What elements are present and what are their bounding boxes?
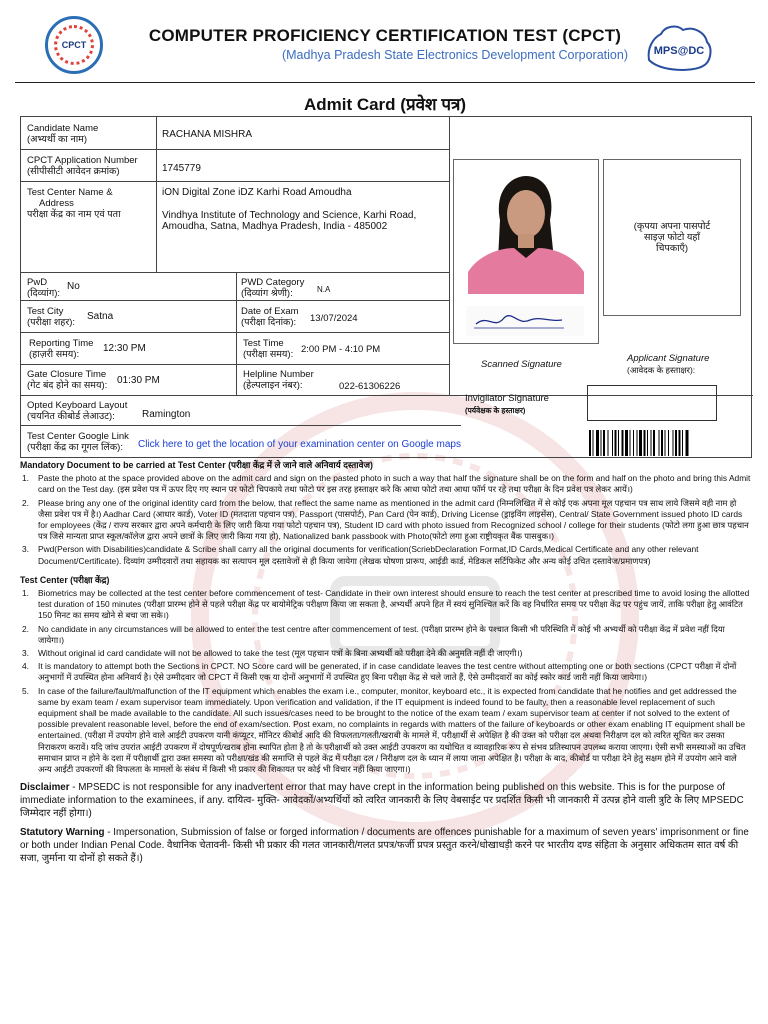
test-center-list: [20, 588, 752, 775]
pwd-category-label: PWD Category: [241, 277, 305, 288]
invigilator-signature-label-hi: (पर्यवेक्षक के हस्ताक्षर): [465, 406, 526, 415]
mandatory-documents-heading: Mandatory Document to be carried at Test Center (परीक्षा केंद्र में ले जाने वाले अनिवार्य दस्तावेज): [20, 460, 373, 470]
barcode-bar: [675, 430, 677, 456]
cpct-logo: [45, 16, 103, 74]
reporting-time-label: Reporting Time: [29, 338, 94, 349]
barcode-bar: [589, 430, 591, 456]
barcode-bar: [659, 430, 660, 456]
barcode-bar: [686, 430, 689, 456]
paste-photo-text-1: (कृपया अपना पासपोर्ट: [633, 221, 711, 232]
test-city-label-hi: (परीक्षा शहर):: [27, 317, 76, 328]
barcode-bar: [673, 430, 674, 456]
admit-card-title: Admit Card (प्रवेश पत्र): [303, 95, 467, 114]
map-link-label-hi: (परीक्षा केंद्र का गूगल लिंक):: [27, 442, 123, 453]
barcode-bar: [625, 430, 628, 456]
candidate-info-table: [20, 116, 752, 458]
mpsedc-logo-text: MPS@DC: [653, 45, 705, 57]
disclaimer-text: - MPSEDC is not responsible for any inadvertent error that may have crept in the information being published on this website. This is for the purpose of immediate information to the examinees, if any. दायित्व- मुक्ति- आवेदकों/अभ्यर्थियों को त्वरित जानकारी के लिए वेबसाईट पर प्रदर्शित किसी भी जानकारी में उत्पन्न होने वाली त्रुटि के लिए MPSEDC जिम्मेदार नहीं होगा।): [20, 782, 744, 820]
paste-photo-text-3: चिपकाएँ): [655, 243, 689, 254]
list-item: 4. It is mandatory to attempt both the Sections in CPCT. NO Score card will be generated, if in case candidate leaves the test centre without attempting one or both sections (CPCT परीक्षा में दोनों अनुभागों में उपस्थित होना अनिवार्य है। ऐसे उम्मीदवार जो CPCT में किसी एक या दोनों अनुभागों में उपस्थित हुए बिना परीक्षा केंद्र से चले जाते हैं, ऐसे उम्मीदवारों का कोई स्कोर कार्ड जारी नहीं किया जायेगा।): [22, 661, 737, 683]
test-center-label: Test Center Name &: [27, 187, 113, 198]
pwd-category-label-hi: (दिव्यांग श्रेणी):: [241, 288, 293, 299]
test-center-label-2: Address: [39, 198, 74, 209]
pwd-category-value: N.A: [317, 285, 331, 294]
page-title: COMPUTER PROFICIENCY CERTIFICATION TEST (CPCT): [148, 26, 622, 45]
barcode-bar: [596, 430, 599, 456]
statutory-warning-text: - Impersonation, Submission of false or forged information / documents are offences punishable for a maximum of seven years' imprisonment or fine or both under Indian Penal Code. वैधानिक चेतावनी- किसी भी प्रकार की गलत जानकारी/गलत प्रपत्र/फर्जी प्रपत्र प्रस्तुत करने/धोखाधड़ी करने पर भारतीय दण्ड संहिता के अनुसार अधिकतम सात वर्ष की सजा, जुर्माना या दोनों हो सकते हैं।): [20, 827, 749, 865]
test-time-label-hi: (परीक्षा समय):: [243, 349, 294, 360]
barcode-bar: [633, 430, 634, 456]
center-item-3: Without original id card candidate will not be allowed to take the test (मूल पहचान पत्रों के बिना अभ्यर्थी को परीक्षा देने की अनुमति नहीं दी जाएगी।): [38, 648, 523, 659]
list-item: 1. Paste the photo at the space provided above on the admit card and sign on the pasted photo in such a way that half the signature shall be on the form and half on the photo and bring this Admit card on the Test day. (इस प्रवेश पत्र में ऊपर दिए गए स्थान पर फोटो चिपकाये तथा फोटो पर इस तरह हस्ताक्षर करे कि आधा फोटो तथा आधा फॉर्म पर रहे तथा परीक्षा के दिन प्रवेश पत्र लेकर आयें।): [22, 473, 751, 495]
barcode-bar: [651, 430, 652, 456]
statutory-warning: [20, 826, 752, 865]
center-item-2: No candidate in any circumstances will be allowed to enter the test centre after commencement of test. (परीक्षा प्रारम्भ होने के पश्चात किसी भी परिस्थिति में कोई भी अभ्यर्थी को परीक्षा केंद्र में प्रवेश नहीं दिया जायेगा।): [38, 623, 725, 645]
paste-photo-box: [603, 159, 741, 316]
mandatory-item-3: Pwd(Person with Disabilities)candidate & Scribe shall carry all the original documents for verification(ScriebDeclaration Format,ID Cards,Medical Certificate and any other relevant Document/Certificate). दिव्यांग उम्मीदवारों तथा सहायक का सत्यापन मूल दस्तावेजों से ही किया जायेगा (लेखक घोषणा प्रारूप, आईडी कार्ड, मेडिकल सर्टिफिकेट और अन्य कोई उचित दस्तावेज/प्रमाणपत्र): [38, 544, 699, 566]
paste-photo-text-2: साइज़ फोटो यहाँ: [644, 232, 700, 243]
barcode-bar: [668, 430, 669, 456]
exam-date-label: Date of Exam: [241, 306, 299, 317]
instructions-section: [20, 460, 752, 865]
mandatory-documents-list: [20, 473, 752, 567]
barcode-bar: [612, 430, 613, 456]
test-center-address-line2: Amoudha, Satna, Madhya Pradesh, India - 485002: [162, 221, 388, 232]
test-center-heading: Test Center (परीक्षा केंद्र): [20, 574, 110, 585]
barcode-bar: [653, 430, 655, 456]
keyboard-layout-label-hi: (चयनित कीबोर्ड लेआउट):: [27, 411, 115, 422]
gate-closure-time: 01:30 PM: [117, 375, 160, 386]
invigilator-signature-box: [587, 385, 717, 421]
barcode-bar: [622, 430, 624, 456]
center-item-5: In case of the failure/fault/malfunction of the IT equipment which enables the exam i.e., computer, monitor, keyboard etc., it is expected from candidate that he notifies and get addressed the same by exam team / exam supervisor team immediately. Upon verification and validation, if the IT equipment is indeed found to be faulty, then a reasonable level replacement of such equipment shall be made available to the candidate. All such issues/cases need to be brought to the notice of the exam team / exam supervisor team at center if not solved to the extent of possible prevalent reasonable level, before the end of exam/section. Post exam, no complaints in regards with matters of the failure of keyboards or other exam enabling IT equipment shall be entertained. (परीक्षा में उपयोग होने वाले आईटी उपकरण यानी कंप्यूटर, मॉनिटर कीबोर्ड आदि की विफलता/गलती/खराबी के मामले में, परीक्षार्थी से अपेक्षित है की उक्त को परीक्षा दल अथवा निरीक्षण दल को त्वरित सूचित कर उसका निराकरण करावें। यदि जांच उपरांत आईटी उपकरण में दोषपूर्ण/खराब होना स्थापित होता है तो के परीक्षार्थी को उक्त आईटी उपकरण का यथोचित व व्यावहारिक रूप से संभव प्रतिस्थापन उपलब्ध कराया जाएगा। ऐसी सभी समस्याओं का उचित समाधान प्राप्त न होने के दशा में परीक्षार्थी द्वारा उक्त समस्या को परीक्षा/खंड की समाप्ति से पहले केंद्र में परीक्षा दल / निरीक्षण दल के ध्यान में लाया जाना अपेक्षित है। परीक्षा के बाद, कीबोर्ड या परीक्षा देने हेतु सक्षम होने में उपयोग आने वाले अन्य आईटी उपकरणों की विफलता के मामलों के संबंध में किसी भी प्रकार की शिकायत पर कोई भी विचार नहीं किया जाएगा।): [38, 685, 746, 775]
keyboard-layout-label: Opted Keyboard Layout: [27, 400, 128, 411]
application-number: 1745779: [162, 163, 201, 174]
test-time-label: Test Time: [243, 338, 284, 349]
list-item: 5. In case of the failure/fault/malfunction of the IT equipment which enables the exam i.e., computer, monitor, keyboard etc., it is expected from candidate that he notifies and get addressed the same by exam team / exam supervisor team immediately. Upon verification and validation, if the IT equipment is indeed found to be faulty, then a reasonable level replacement of such equipment shall be made available to the candidate. All such issues/cases need to be brought to the notice of the exam team / exam supervisor team at center if not solved to the extent of possible prevalent reasonable level, before the end of exam/section. Post exam, no complaints in regards with matters of the failure of keyboards or other exam enabling IT equipment shall be entertained. (परीक्षा में उपयोग होने वाले आईटी उपकरण यानी कंप्यूटर, मॉनिटर कीबोर्ड आदि की विफलता/गलती/खराबी के मामले में, परीक्षार्थी से अपेक्षित है की उक्त को परीक्षा दल अथवा निरीक्षण दल को त्वरित सूचित कर उसका निराकरण करावें। यदि जांच उपरांत आईटी उपकरण में दोषपूर्ण/खराब होना स्थापित होता है तो के परीक्षार्थी को उक्त आईटी उपकरण का यथोचित व व्यावहारिक रूप से संभव प्रतिस्थापन उपलब्ध कराया जाएगा। ऐसी सभी समस्याओं का उचित समाधान प्राप्त न होने के दशा में परीक्षार्थी द्वारा उक्त समस्या को परीक्षा/खंड की समाप्ति से पहले केंद्र में परीक्षा दल / निरीक्षण दल के ध्यान में लाया जाना अपेक्षित है। परीक्षा के बाद, कीबोर्ड या परीक्षा देने हेतु सक्षम होने में उपयोग आने वाले अन्य आईटी उपकरणों की विफलता के मामलों के संबंध में किसी भी प्रकार की शिकायत पर कोई भी विचार नहीं किया जाएगा।): [22, 685, 746, 775]
pwd-value: No: [67, 281, 80, 292]
disclaimer-label: Disclaimer: [20, 782, 70, 794]
gate-closure-label-hi: (गेट बंद होने का समय):: [27, 380, 108, 391]
candidate-photo-frame: [453, 159, 599, 344]
list-item: 2. Please bring any one of the original identity card from the below, that reflect the same name as mentioned in the admit card (निम्नलिखित में से कोई एक अपना मूल पहचान पत्र साथ लाये जिसमे वही नाम हो जैसा प्रवेश पत्र में है।) Aadhar Card (आधार कार्ड), Voter ID (मतदाता पहचान पत्र), Passport (पासपोर्ट), Pan Card (पेन कार्ड), Driving License (ड्राइविंग लाइसेंस), Central/ State Government issued photo ID cards for employees (केंद्र / राज्य सरकार द्वारा अपने कर्मचारी के लिए जारी किया गया फोटो पहचान पत्र), Student ID card with photo issued from Recognized school / college for their students (फोटो लगा हुआ छात्र पहचान पत्र जिसे मान्यता प्राप्त स्कूल/कॉलेज द्वारा अपने छात्रों के लिए जारी किया गया हो), Nationalized bank passbook with Photo(फोटो लगा हुआ राष्ट्रीयकृत बैंक पासबुक।): [22, 497, 749, 542]
invigilator-signature-label: Invigilator Signature: [465, 393, 549, 404]
applicant-signature-label-hi: (आवेदक के हस्ताक्षर):: [627, 365, 696, 375]
test-center-label-hi: परीक्षा केंद्र का नाम एवं पता: [27, 209, 121, 220]
test-city: Satna: [87, 311, 114, 322]
reporting-time-label-hi: (हाज़री समय):: [29, 349, 80, 360]
barcode-bar: [637, 430, 638, 456]
application-number-label-hi: (सीपीसीटी आवेदन क्रमांक): [27, 166, 120, 177]
barcode-bar: [618, 430, 619, 456]
barcode-bar: [682, 430, 683, 456]
pwd-label-hi: (दिव्यांग):: [27, 288, 61, 299]
test-center-address-line1: Vindhya Institute of Technology and Science, Karhi Road,: [162, 210, 417, 221]
barcode-bar: [661, 430, 663, 456]
mpsedc-logo: [643, 20, 715, 74]
scanned-signature-label: Scanned Signature: [481, 359, 562, 370]
helpline-label-hi: (हेल्पलाइन नंबर):: [243, 380, 303, 391]
test-city-label: Test City: [27, 306, 64, 317]
map-link-label: Test Center Google Link: [27, 431, 129, 442]
barcode-bar: [603, 430, 605, 456]
gate-closure-label: Gate Closure Time: [27, 369, 107, 380]
barcode-bar: [679, 430, 681, 456]
barcode-bar: [630, 430, 631, 456]
exam-date: 13/07/2024: [310, 313, 358, 324]
barcode-bar: [644, 430, 646, 456]
statutory-warning-label: Statutory Warning: [20, 827, 105, 839]
admit-card-page: [15, 6, 755, 1018]
center-item-4: It is mandatory to attempt both the Sections in CPCT. NO Score card will be generated, if in case candidate leaves the test centre without attempting one or both sections (CPCT परीक्षा में दोनों अनुभागों में उपस्थित होना अनिवार्य है। ऐसे उम्मीदवार जो CPCT में किसी एक या दोनों अनुभागों में उपस्थित हुए बिना परीक्षा केंद्र से चले जाते हैं, ऐसे उम्मीदवारों का कोई स्कोर कार्ड जारी नहीं किया जायेगा।): [38, 661, 737, 683]
barcode-bar: [601, 430, 602, 456]
test-center-name: iON Digital Zone iDZ Karhi Road Amoudha: [162, 187, 352, 198]
barcode: [587, 429, 745, 457]
applicant-signature-label: Applicant Signature: [627, 353, 710, 364]
list-item: 2. No candidate in any circumstances will be allowed to enter the test centre after commencement of test. (परीक्षा प्रारम्भ होने के पश्चात किसी भी परिस्थिति में कोई भी अभ्यर्थी को परीक्षा केंद्र में प्रवेश नहीं दिया जायेगा।): [22, 623, 725, 645]
keyboard-layout: Ramington: [142, 409, 191, 420]
reporting-time: 12:30 PM: [103, 343, 146, 354]
disclaimer: [20, 781, 752, 820]
helpline-label: Helpline Number: [243, 369, 314, 380]
barcode-bar: [615, 430, 617, 456]
list-item: 1. Biometrics may be collected at the test center before commencement of test- Candidate in their own interest should ensure to reach the test center at prescribed time to avoid losing the allotted test duration of 150 minutes (परीक्षा प्रारम्भ होने से पहले परीक्षा केंद्र पर बायोमेट्रिक परीक्षण किया जा सकता है, अभ्यर्थी अपने हित में स्वयं सुनिश्चित करें कि वह निर्धारित समय पर परीक्षा केंद्र पर पहुंच जायें, ताकि परीक्षा हेतु आवंटित 150 मिनट का समय खोने से बचा जा सके।): [22, 588, 750, 621]
application-number-label: CPCT Application Number: [27, 155, 138, 166]
candidate-name-label: Candidate Name: [27, 123, 99, 134]
barcode-bar: [639, 430, 642, 456]
header-divider: [15, 82, 755, 83]
barcode-bar: [608, 430, 609, 456]
mandatory-item-2: Please bring any one of the original identity card from the below, that reflect the same name as mentioned in the admit card (निम्नलिखित में से कोई एक अपना मूल पहचान पत्र साथ लाये जिसमे वही नाम हो जैसा प्रवेश पत्र में है।) Aadhar Card (आधार कार्ड), Voter ID (मतदाता पहचान पत्र), Passport (पासपोर्ट), Pan Card (पेन कार्ड), Driving License (ड्राइविंग लाइसेंस), Central/ State Government issued photo ID cards for employees (केंद्र / राज्य सरकार द्वारा अपने कर्मचारी के लिए जारी किया गया फोटो पहचान पत्र), Student ID card with photo issued from Recognized school / college for their students (फोटो लगा हुआ छात्र पहचान पत्र जिसे मान्यता प्राप्त स्कूल/कॉलेज द्वारा अपने छात्रों के लिए जारी किया गया हो), Nationalized bank passbook with Photo(फोटो लगा हुआ राष्ट्रीयकृत बैंक पासबुक।): [38, 497, 749, 542]
mandatory-item-1: Paste the photo at the space provided above on the admit card and sign on the pasted photo in such a way that half the signature shall be on the form and half on the photo and bring this Admit card on the Test day. (इस प्रवेश पत्र में ऊपर दिए गए स्थान पर फोटो चिपकाये तथा फोटो पर इस तरह हस्ताक्षर करे कि आधा फोटो तथा आधा फॉर्म पर रहे तथा परीक्षा के दिन प्रवेश पत्र लेकर आयें।): [38, 473, 751, 495]
barcode-bar: [665, 430, 666, 456]
list-item: 3. Pwd(Person with Disabilities)candidate & Scribe shall carry all the original documents for verification(ScriebDeclaration Format,ID Cards,Medical Certificate and any other relevant Document/Certificate). दिव्यांग उम्मीदवारों तथा सहायक का सत्यापन मूल दस्तावेजों से ही किया जायेगा (लेखक घोषणा प्रारूप, आईडी कार्ड, मेडिकल सर्टिफिकेट और अन्य कोई उचित दस्तावेज/प्रमाणपत्र): [22, 544, 699, 566]
barcode-bar: [647, 430, 648, 456]
page-subtitle: (Madhya Pradesh State Electronics Development Corporation): [281, 48, 628, 62]
list-item: 3. Without original id card candidate will not be allowed to take the test (मूल पहचान पत्रों के बिना अभ्यर्थी को परीक्षा देने की अनुमति नहीं दी जाएगी।): [22, 648, 523, 659]
center-item-1: Biometrics may be collected at the test center before commencement of test- Candidate in their own interest should ensure to reach the test center at prescribed time to avoid losing the allotted test duration of 150 minutes (परीक्षा प्रारम्भ होने से पहले परीक्षा केंद्र पर बायोमेट्रिक परीक्षण किया जा सकता है, अभ्यर्थी अपने हित में स्वयं सुनिश्चित करें कि वह निर्धारित समय पर परीक्षा केंद्र पर पहुंच जायें, ताकि परीक्षा हेतु आवंटित 150 मिनट का समय खोने से बचा जा सके।): [38, 588, 750, 621]
candidate-photo: [454, 160, 598, 343]
pwd-label: PwD: [27, 277, 48, 288]
cpct-logo-text: CPCT: [61, 40, 87, 50]
barcode-bar: [593, 430, 594, 456]
exam-date-label-hi: (परीक्षा दिनांक):: [241, 317, 297, 328]
candidate-name-label-hi: (अभ्यर्थी का नाम): [27, 134, 88, 145]
test-time: 2:00 PM - 4:10 PM: [301, 344, 381, 355]
helpline-number: 022-61306226: [339, 381, 401, 392]
google-maps-link[interactable]: Click here to get the location of your examination center on Google maps: [138, 439, 461, 450]
candidate-name: RACHANA MISHRA: [162, 129, 253, 140]
